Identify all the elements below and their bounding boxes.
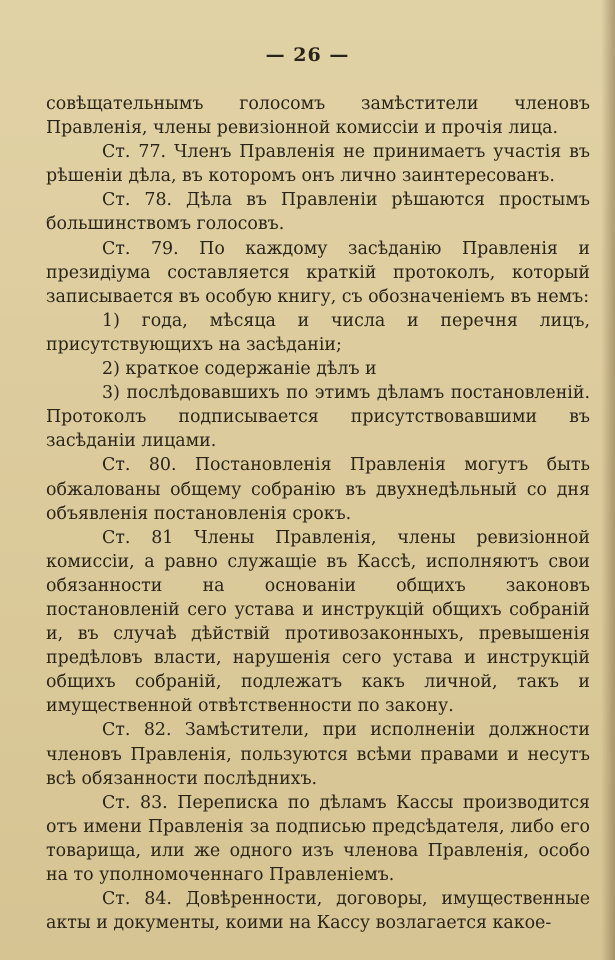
article-83: Ст. 83. Переписка по дѣламъ Кассы производится отъ имени Правленія за подписью предсѣдателя, либо его товарища, или же одного изъ членова Правленія, особо на то уполномоченнаго Правленіемъ.	[46, 792, 590, 885]
article-82: Ст. 82. Замѣстители, при исполненіи должности членовъ Правленія, пользуются всѣми правами и несутъ всѣ обязанности послѣднихъ.	[46, 720, 590, 789]
article-79-item-3: 3) послѣдовавшихъ по этимъ дѣламъ постановленій. Протоколъ подписывается присутствовавшими въ засѣданіи лицами.	[46, 383, 590, 452]
article-81: Ст. 81 Члены Правленія, члены ревизіонной комиссіи, а равно служащіе въ Кассѣ, исполняютъ свои обязанности на основаніи общихъ законовъ постановленій сего устава и инструкцій общихъ собраній и, въ случаѣ дѣйствій противозаконныхъ, превышенія предѣловъ власти, нарушенія сего устава и инструкцій общихъ собраній, подлежатъ какъ личной, такъ и имущественной отвѣтственности по закону.	[46, 527, 590, 717]
article-79: Ст. 79. По каждому засѣданію Правленія и президіума составляется краткій протоколъ, который записывается въ особую книгу, съ обозначеніемъ въ немъ:	[46, 238, 590, 307]
article-77: Ст. 77. Членъ Правленія не принимаетъ участія въ рѣшеніи дѣла, въ которомъ онъ лично заинтересованъ.	[46, 142, 590, 187]
body-text	[46, 92, 590, 935]
article-79-item-2: 2) краткое содержаніе дѣлъ и	[102, 359, 377, 380]
page-number: — 26 —	[265, 44, 350, 66]
article-80: Ст. 80. Постановленія Правленія могутъ быть обжалованы общему собранію въ двухнедѣльный со дня объявленія постановленія срокъ.	[46, 455, 590, 524]
article-78: Ст. 78. Дѣла въ Правленіи рѣшаются простымъ большинствомъ голосовъ.	[46, 190, 590, 235]
article-84: Ст. 84. Довѣренности, договоры, имущественные акты и документы, коими на Кассу возлагается какое-	[46, 889, 590, 934]
paragraph-continuation: совѣщательнымъ голосомъ замѣстители членовъ Правленія, члены ревизіонной комиссіи и прочія лица.	[46, 94, 590, 139]
article-79-item-1: 1) года, мѣсяца и числа и перечня лицъ, присутствующихъ на засѣданіи;	[46, 310, 590, 355]
page-edge-shadow	[601, 0, 615, 960]
